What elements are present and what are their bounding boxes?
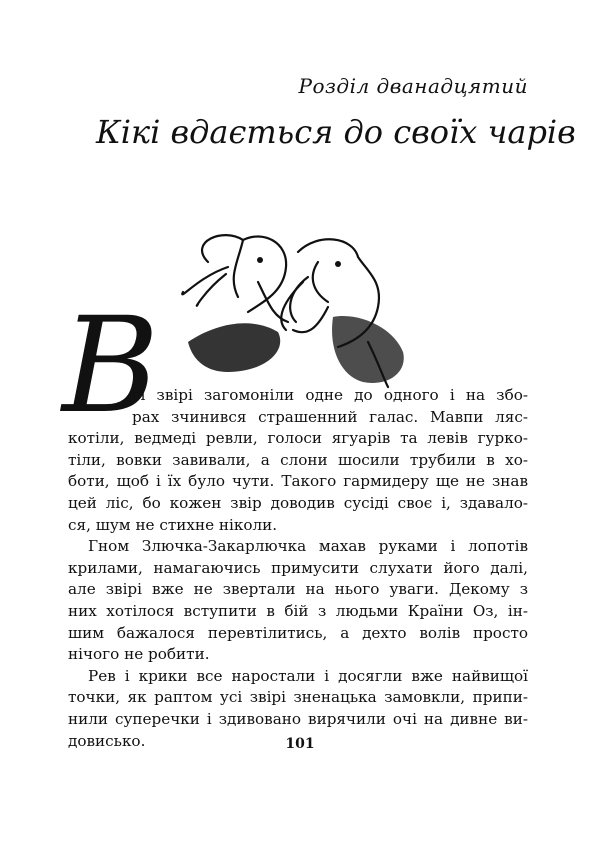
text-line: Рев і крики все наростали і досягли вже найвищої	[88, 666, 528, 685]
chapter-label: Розділ дванадцятий	[298, 74, 528, 98]
text-line: але звірі вже не звертали на нього уваги. Декому з	[68, 580, 528, 599]
chapter-title: Кікі вдається до своїх чарів	[96, 113, 576, 151]
text-line: Гном Злючка-Закарлючка махав руками і лопотів	[88, 537, 528, 556]
text-line: шим бажалося перевтілитись, а дехто волів просто	[68, 623, 528, 642]
text-line: рах зчинився страшенний галас. Мавпи ляс-	[132, 407, 528, 426]
paragraph-2	[68, 536, 528, 666]
text-line: котіли, ведмеді ревли, голоси ягуарів та левів гурко-	[68, 429, 528, 448]
text-line: довисько.	[68, 731, 146, 750]
paragraph-1-continuation	[68, 428, 528, 536]
text-line: них хотілося вступити в бій з людьми Країни Оз, ін-	[68, 601, 528, 620]
text-line: нили суперечки і здивовано вирячили очі на дивне ви-	[68, 709, 528, 728]
text-line: точки, як раптом усі звірі зненацька замовкли, припи-	[68, 688, 528, 707]
elephants-illustration	[168, 222, 418, 392]
text-line: тіли, вовки завивали, а слони шосили трубили в хо-	[68, 450, 528, 469]
text-line: сі звірі загомоніли одне до одного і на збо-	[132, 386, 528, 404]
text-line: нічого не робити.	[68, 645, 210, 664]
page-number: 101	[285, 736, 315, 752]
text-line: боти, щоб і їх було чути. Такого гармидеру ще не знав	[68, 472, 528, 491]
body-text	[68, 385, 528, 752]
paragraph-1	[68, 385, 528, 536]
dropcap: В	[62, 289, 160, 443]
text-line: крилами, намагаючись примусити слухати його далі,	[68, 558, 528, 577]
text-line: цей ліс, бо кожен звір доводив сусіді своє і, здавало-	[68, 493, 528, 512]
text-line: ся, шум не стихне ніколи.	[68, 515, 278, 534]
